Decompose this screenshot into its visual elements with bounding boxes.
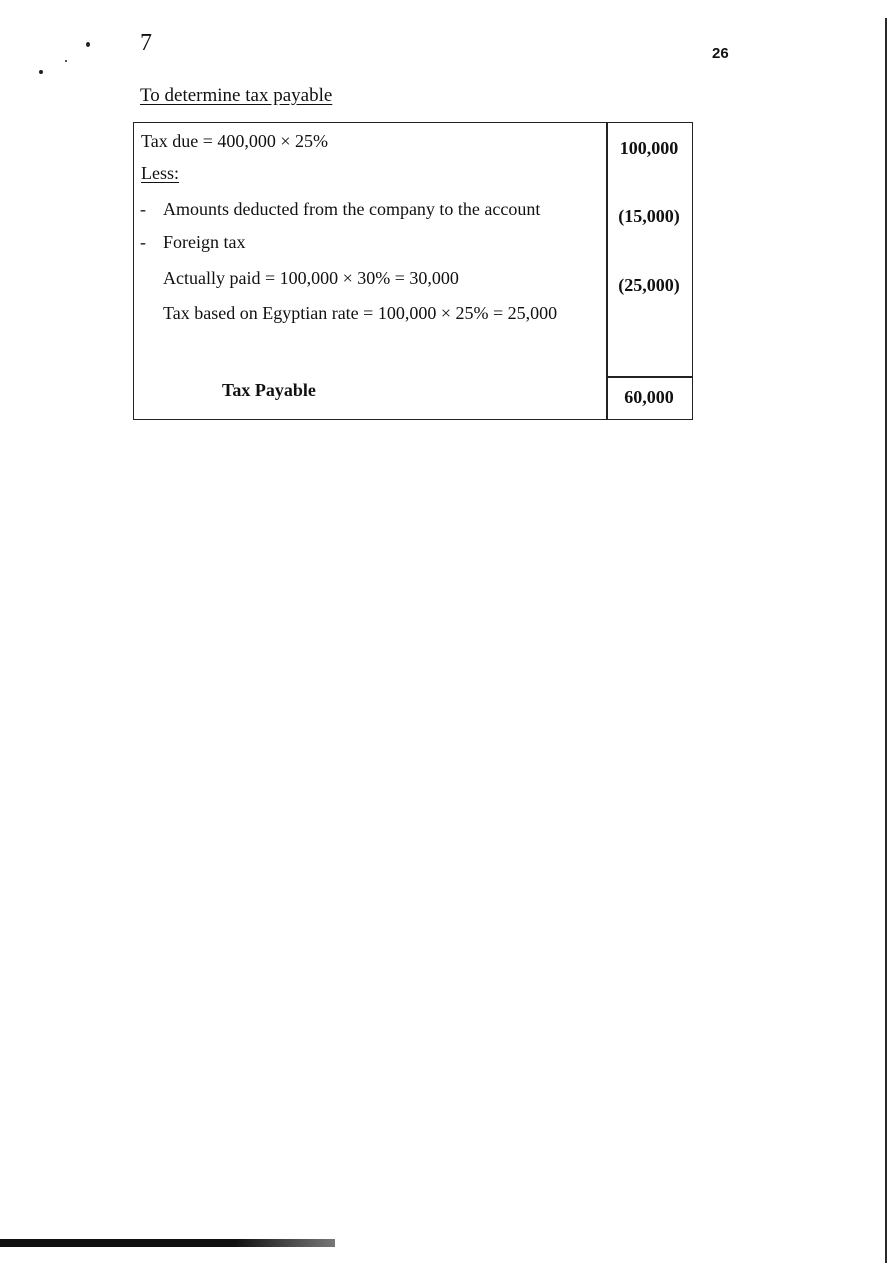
bullet-dash: -	[140, 232, 146, 252]
page-number: 26	[712, 45, 729, 62]
section-heading: To determine tax payable	[140, 85, 333, 106]
tax-due-amount: 100,000	[619, 138, 679, 158]
egyptian-rate-label: Tax based on Egyptian rate = 100,000 × 25% = 25,000	[163, 303, 558, 323]
bullet-dash: -	[140, 199, 146, 219]
tax-calculation-table	[133, 122, 693, 420]
actually-paid-label: Actually paid = 100,000 × 30% = 30,000	[163, 268, 459, 288]
foreign-tax-label: Foreign tax	[163, 232, 246, 252]
less-label: Less:	[141, 163, 179, 183]
scan-speck	[86, 42, 90, 47]
total-rule	[606, 376, 692, 378]
tax-payable-amount: 60,000	[624, 387, 674, 407]
company-deduction-label: Amounts deducted from the company to the account	[163, 199, 541, 219]
column-divider	[606, 123, 608, 419]
tax-due-label: Tax due = 400,000 × 25%	[141, 131, 329, 151]
scan-speck	[65, 60, 67, 62]
page-edge-right	[885, 18, 887, 1263]
company-deduction-amount: (15,000)	[618, 206, 680, 226]
page-edge-bottom	[0, 1239, 335, 1247]
tax-payable-label: Tax Payable	[222, 380, 316, 400]
foreign-tax-credit-amount: (25,000)	[618, 275, 680, 295]
question-number: 7	[140, 30, 152, 56]
scan-speck	[39, 70, 43, 74]
